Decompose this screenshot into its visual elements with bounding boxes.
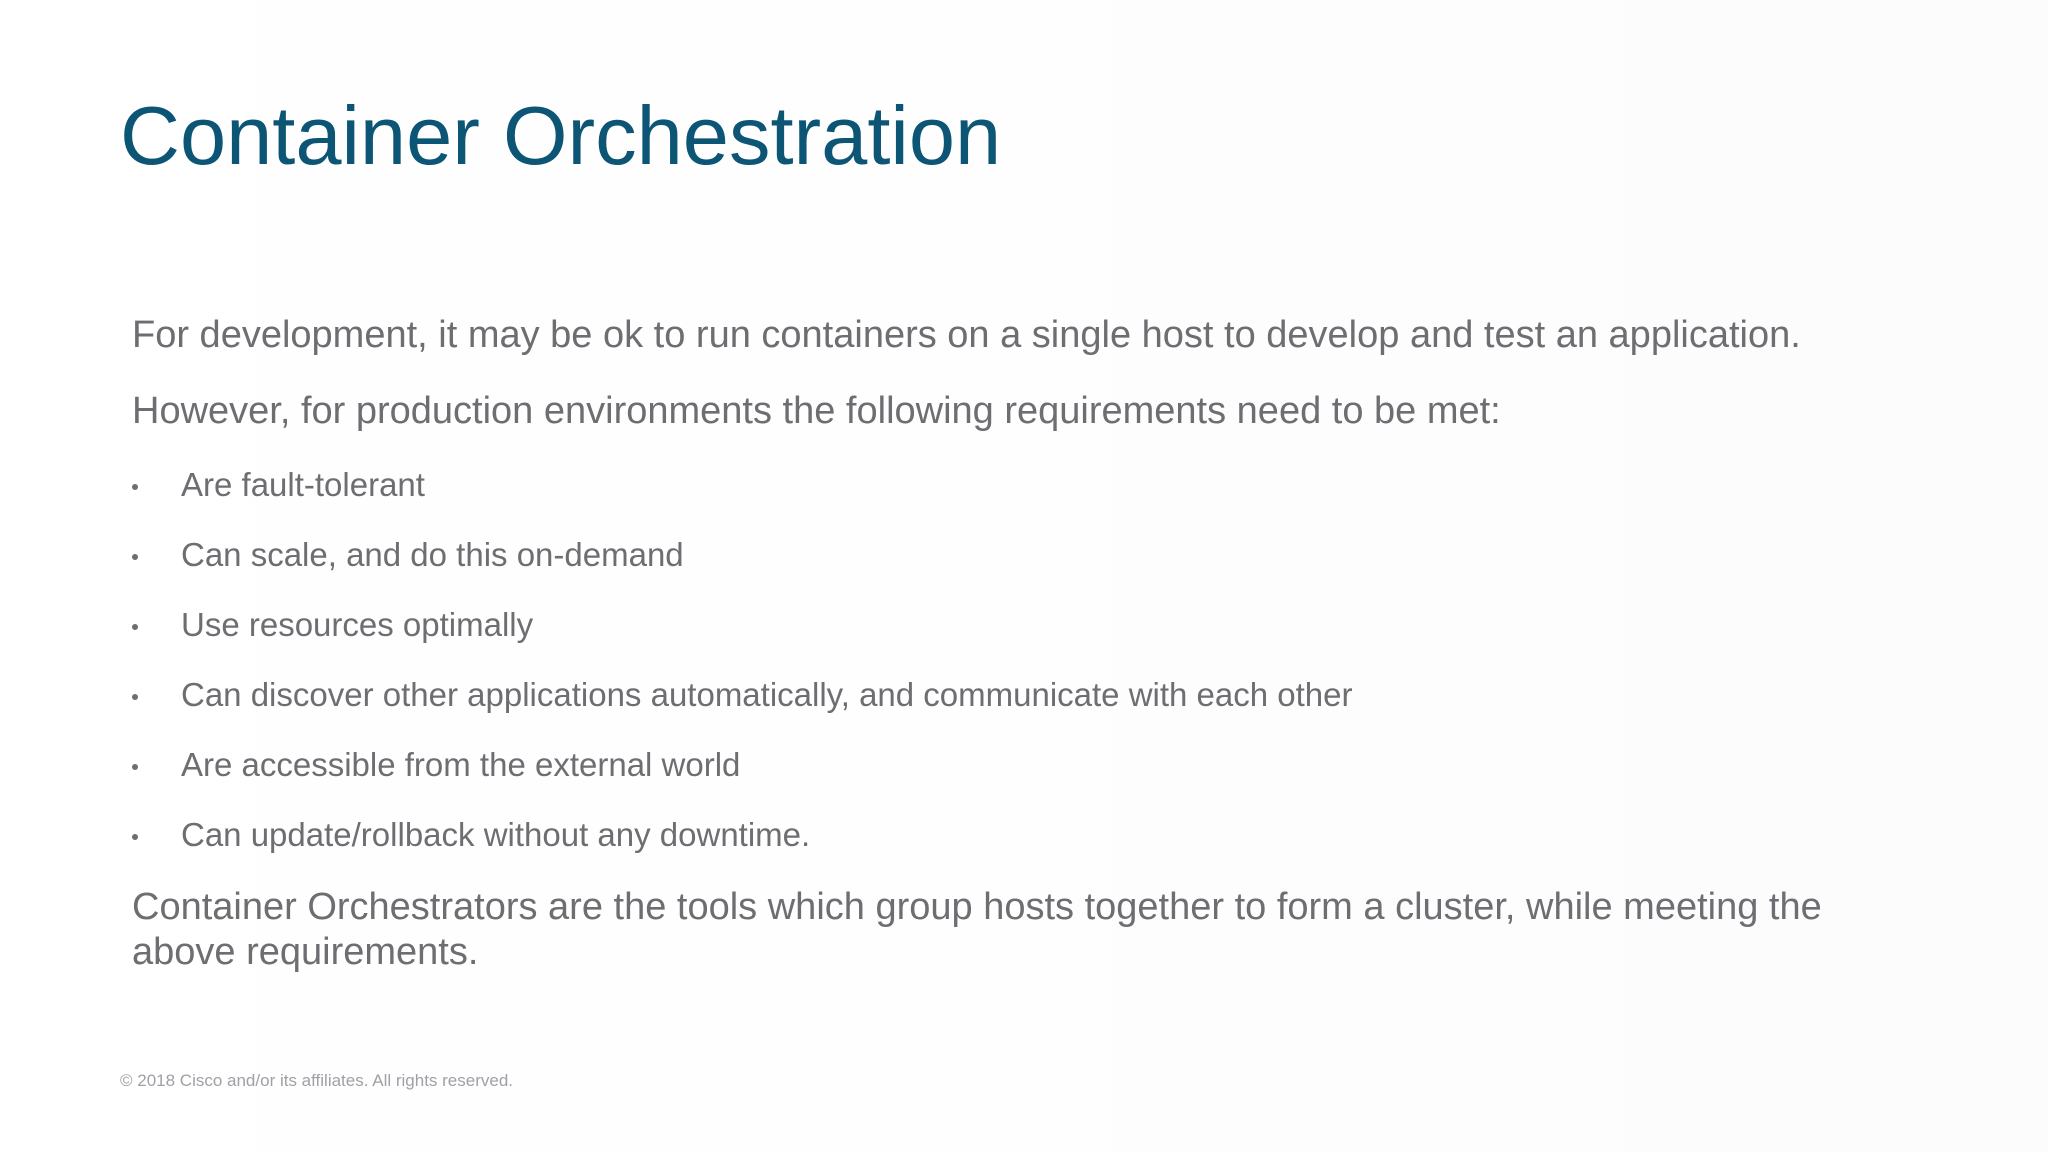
bullet-icon	[132, 694, 138, 700]
list-item-label: Use resources optimally	[181, 606, 534, 643]
list-item	[128, 462, 1628, 532]
list-item	[128, 812, 1628, 882]
bullet-icon	[132, 484, 138, 490]
intro-paragraph: For development, it may be ok to run containers on a single host to develop and test an application.	[132, 314, 1801, 356]
list-item-label: Can scale, and do this on-demand	[181, 536, 684, 573]
list-item-label: Are accessible from the external world	[181, 746, 741, 783]
list-item	[128, 602, 1628, 672]
list-item-label: Can update/rollback without any downtime.	[181, 816, 811, 853]
closing-paragraph: Container Orchestrators are the tools which group hosts together to form a cluster, while meeting the above requirements.	[132, 886, 1822, 973]
bullet-icon	[132, 834, 138, 840]
copyright-footer: © 2018 Cisco and/or its affiliates. All rights reserved.	[120, 1071, 514, 1090]
list-item-label: Can discover other applications automatically, and communicate with each other	[181, 676, 1353, 713]
bullet-icon	[132, 554, 138, 560]
bullet-icon	[132, 764, 138, 770]
list-item	[128, 742, 1628, 812]
list-item	[128, 532, 1628, 602]
requirements-list	[128, 462, 1628, 882]
list-item-label: Are fault-tolerant	[181, 466, 425, 503]
slide-title: Container Orchestration	[120, 89, 1002, 182]
list-item	[128, 672, 1628, 742]
bullet-icon	[132, 624, 138, 630]
requirements-intro: However, for production environments the following requirements need to be met:	[132, 390, 1501, 432]
